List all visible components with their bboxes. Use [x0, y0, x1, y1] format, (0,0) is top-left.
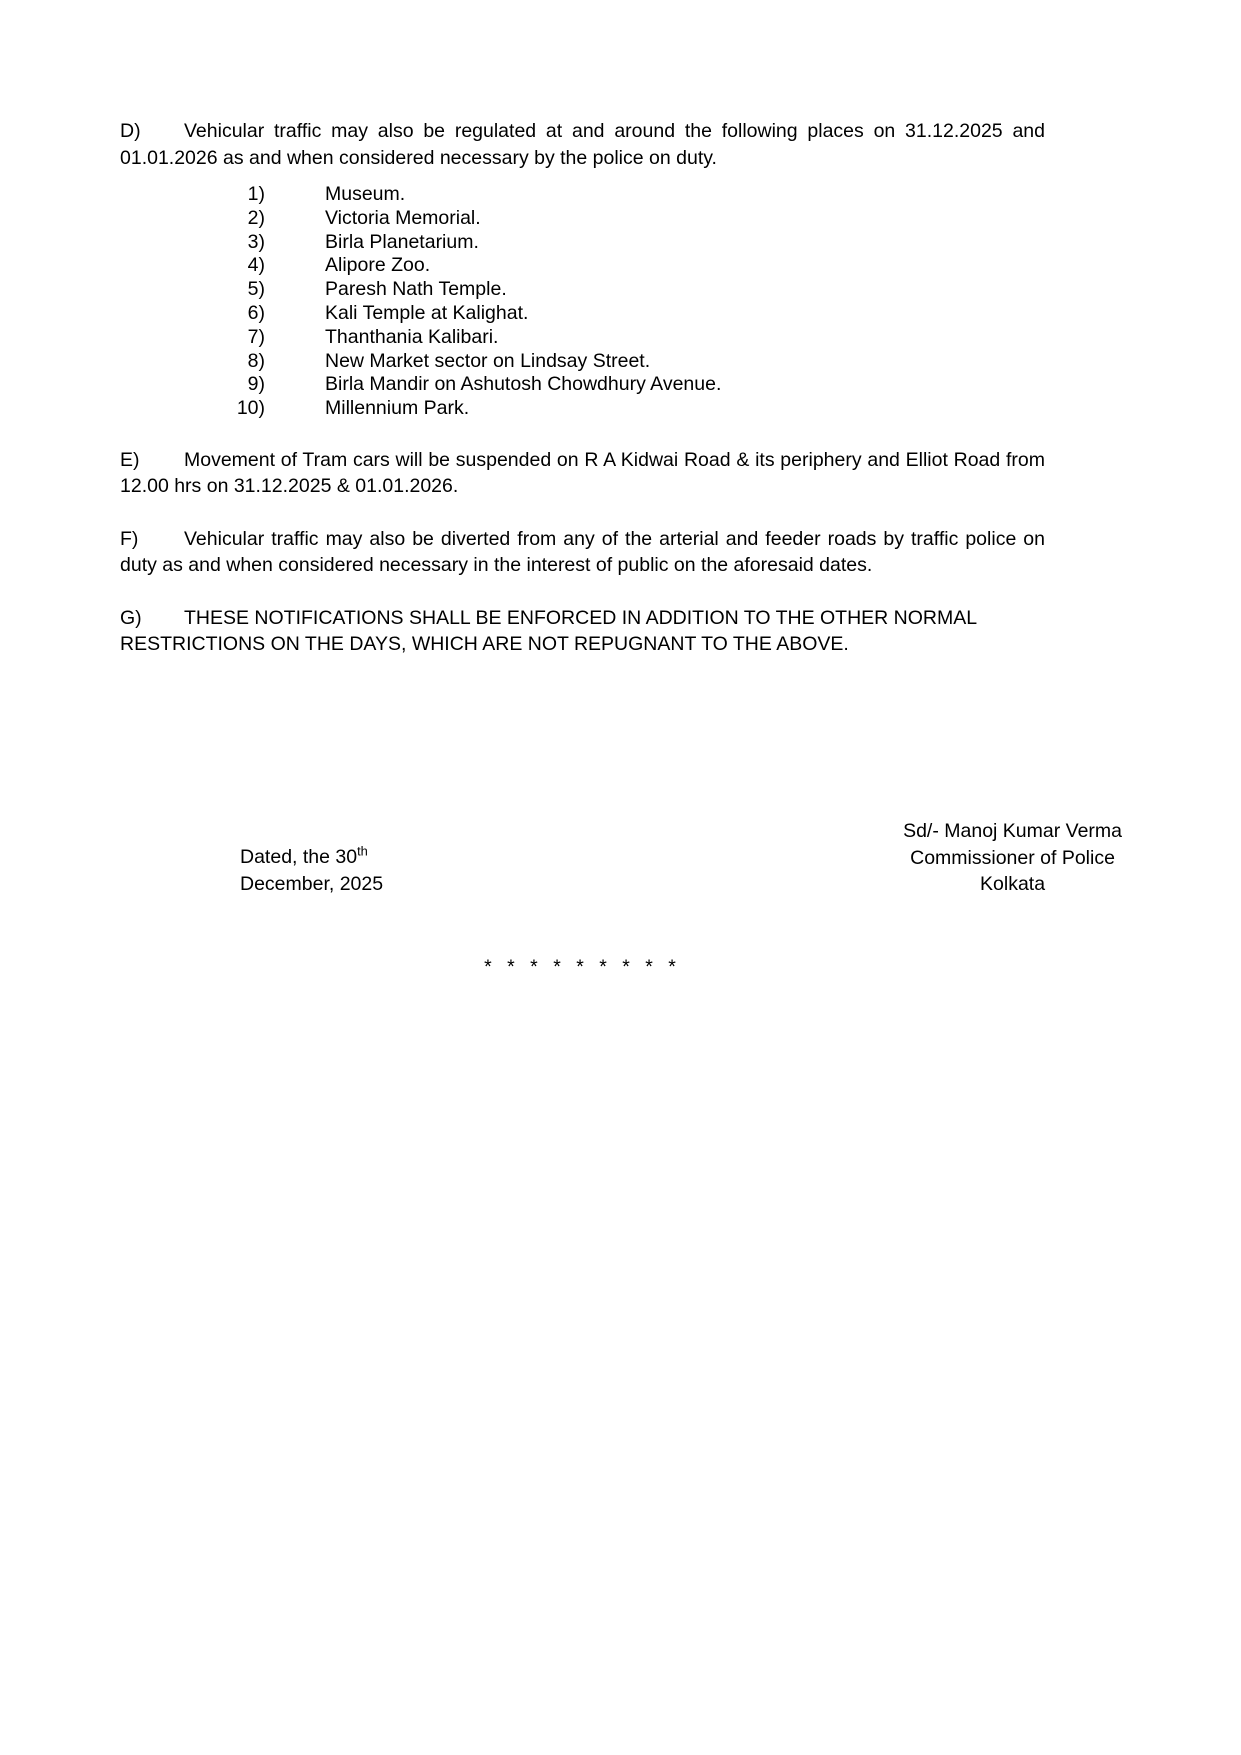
date-ordinal-suffix: th	[357, 843, 368, 859]
document-date-line2: December, 2025	[240, 872, 384, 895]
list-item-number: 2)	[247, 206, 265, 229]
paragraph-f	[120, 526, 1045, 579]
signatory-city: Kolkata	[980, 873, 1046, 896]
list-item-number: 9)	[247, 373, 265, 396]
list-item-number: 8)	[247, 349, 265, 372]
paragraph-e-label: E)	[120, 448, 140, 471]
paragraph-g-label: G)	[120, 606, 142, 629]
places-list	[120, 183, 1045, 421]
list-item-number: 4)	[247, 254, 265, 277]
paragraph-d-text: Vehicular traffic may also be regulated at and around the following places on 31.12.2025 and 01.01.2026 as and when considered necessary by the police on duty.	[120, 120, 1045, 169]
paragraph-d-label: D)	[120, 120, 141, 142]
footer-asterisks: * * * * * * * * *	[484, 956, 681, 978]
paragraph-g	[120, 605, 1045, 658]
spacer	[120, 579, 1045, 605]
signatory	[903, 818, 1122, 898]
document-date-line1	[240, 844, 383, 871]
paragraph-f-text: Vehicular traffic may also be diverted from any of the arterial and feeder roads by traffic police on duty as and when considered necessary in the interest of public on the aforesaid dates.	[120, 527, 1045, 577]
list-item-label: Alipore Zoo.	[325, 254, 431, 277]
list-item	[120, 278, 1045, 302]
list-item	[120, 326, 1045, 350]
spacer	[120, 500, 1045, 526]
list-item-number: 1)	[247, 183, 265, 206]
signatory-name: Sd/- Manoj Kumar Verma	[903, 820, 1122, 842]
list-item	[120, 254, 1045, 278]
list-item-label: New Market sector on Lindsay Street.	[325, 349, 651, 372]
list-item-number: 6)	[247, 301, 265, 324]
list-item	[120, 373, 1045, 397]
paragraph-d	[120, 118, 1045, 171]
spacer	[120, 421, 1045, 447]
date-prefix: Dated, the 30	[240, 846, 358, 868]
signature-block	[240, 818, 1165, 928]
list-item-label: Millennium Park.	[325, 397, 470, 420]
list-item-label: Birla Planetarium.	[325, 230, 479, 253]
paragraph-e-text: Movement of Tram cars will be suspended on R A Kidwai Road & its periphery and Elliot Road from 12.00 hrs on 31.12.2025 & 01.01.2026.	[120, 448, 1045, 498]
list-item-number: 7)	[247, 325, 265, 348]
document-body	[120, 118, 1122, 978]
list-item-label: Birla Mandir on Ashutosh Chowdhury Avenue.	[325, 373, 722, 396]
list-item-label: Victoria Memorial.	[325, 206, 481, 229]
paragraph-f-label: F)	[120, 527, 139, 550]
list-item-number: 5)	[247, 278, 265, 301]
signatory-designation: Commissioner of Police	[910, 846, 1115, 869]
list-item-label: Museum.	[325, 183, 406, 206]
list-item-number: 3)	[247, 230, 265, 253]
list-item-label: Paresh Nath Temple.	[325, 278, 507, 301]
list-item	[120, 302, 1045, 326]
list-item-label: Thanthania Kalibari.	[325, 325, 499, 348]
paragraph-e	[120, 447, 1045, 500]
list-item	[120, 183, 1045, 207]
list-item	[120, 231, 1045, 255]
list-item-number: 10)	[236, 397, 265, 420]
list-item	[120, 350, 1045, 374]
list-item	[120, 207, 1045, 231]
list-item	[120, 397, 1045, 421]
document-date	[240, 844, 383, 897]
list-item-label: Kali Temple at Kalighat.	[325, 301, 529, 324]
paragraph-g-text: THESE NOTIFICATIONS SHALL BE ENFORCED IN ADDITION TO THE OTHER NORMAL RESTRICTIONS ON THE DAYS, WHICH ARE NOT REPUGNANT TO THE ABOVE.	[120, 606, 977, 656]
